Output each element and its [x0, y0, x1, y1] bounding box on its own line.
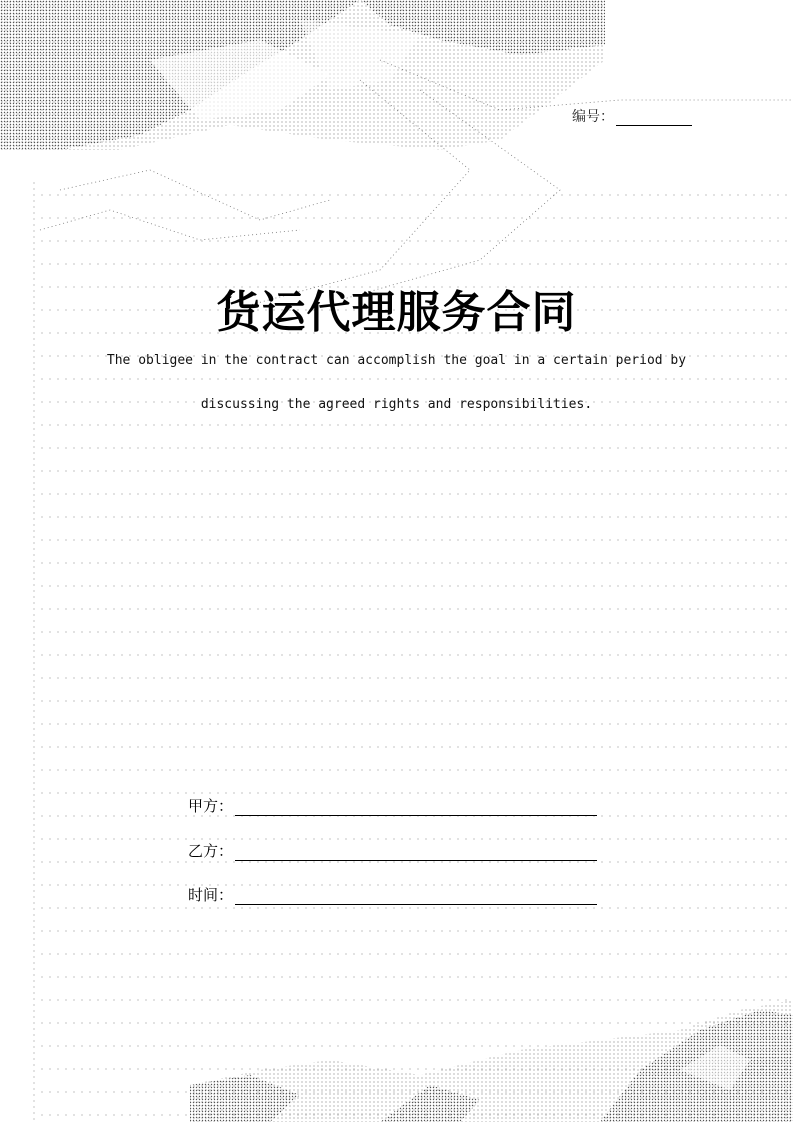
- party-a-field: [188, 795, 597, 816]
- party-b-blank[interactable]: [235, 842, 597, 861]
- party-a-label: 甲方：: [188, 797, 234, 815]
- document-number-blank[interactable]: [616, 111, 692, 126]
- document-number: [572, 106, 692, 126]
- party-b-label: 乙方：: [188, 842, 234, 860]
- party-a-blank[interactable]: [235, 797, 597, 816]
- document-number-label: 编号：: [572, 109, 614, 125]
- document-title: 货运代理服务合同: [216, 287, 577, 338]
- date-blank[interactable]: [235, 886, 597, 905]
- date-label: 时间：: [188, 886, 234, 904]
- subtitle-line-1: The obligee in the contract can accomplish the goal in a certain period by: [106, 353, 687, 368]
- subtitle-line-2: discussing the agreed rights and responsibilities.: [200, 397, 593, 412]
- date-field: [188, 884, 597, 905]
- party-b-field: [188, 840, 597, 861]
